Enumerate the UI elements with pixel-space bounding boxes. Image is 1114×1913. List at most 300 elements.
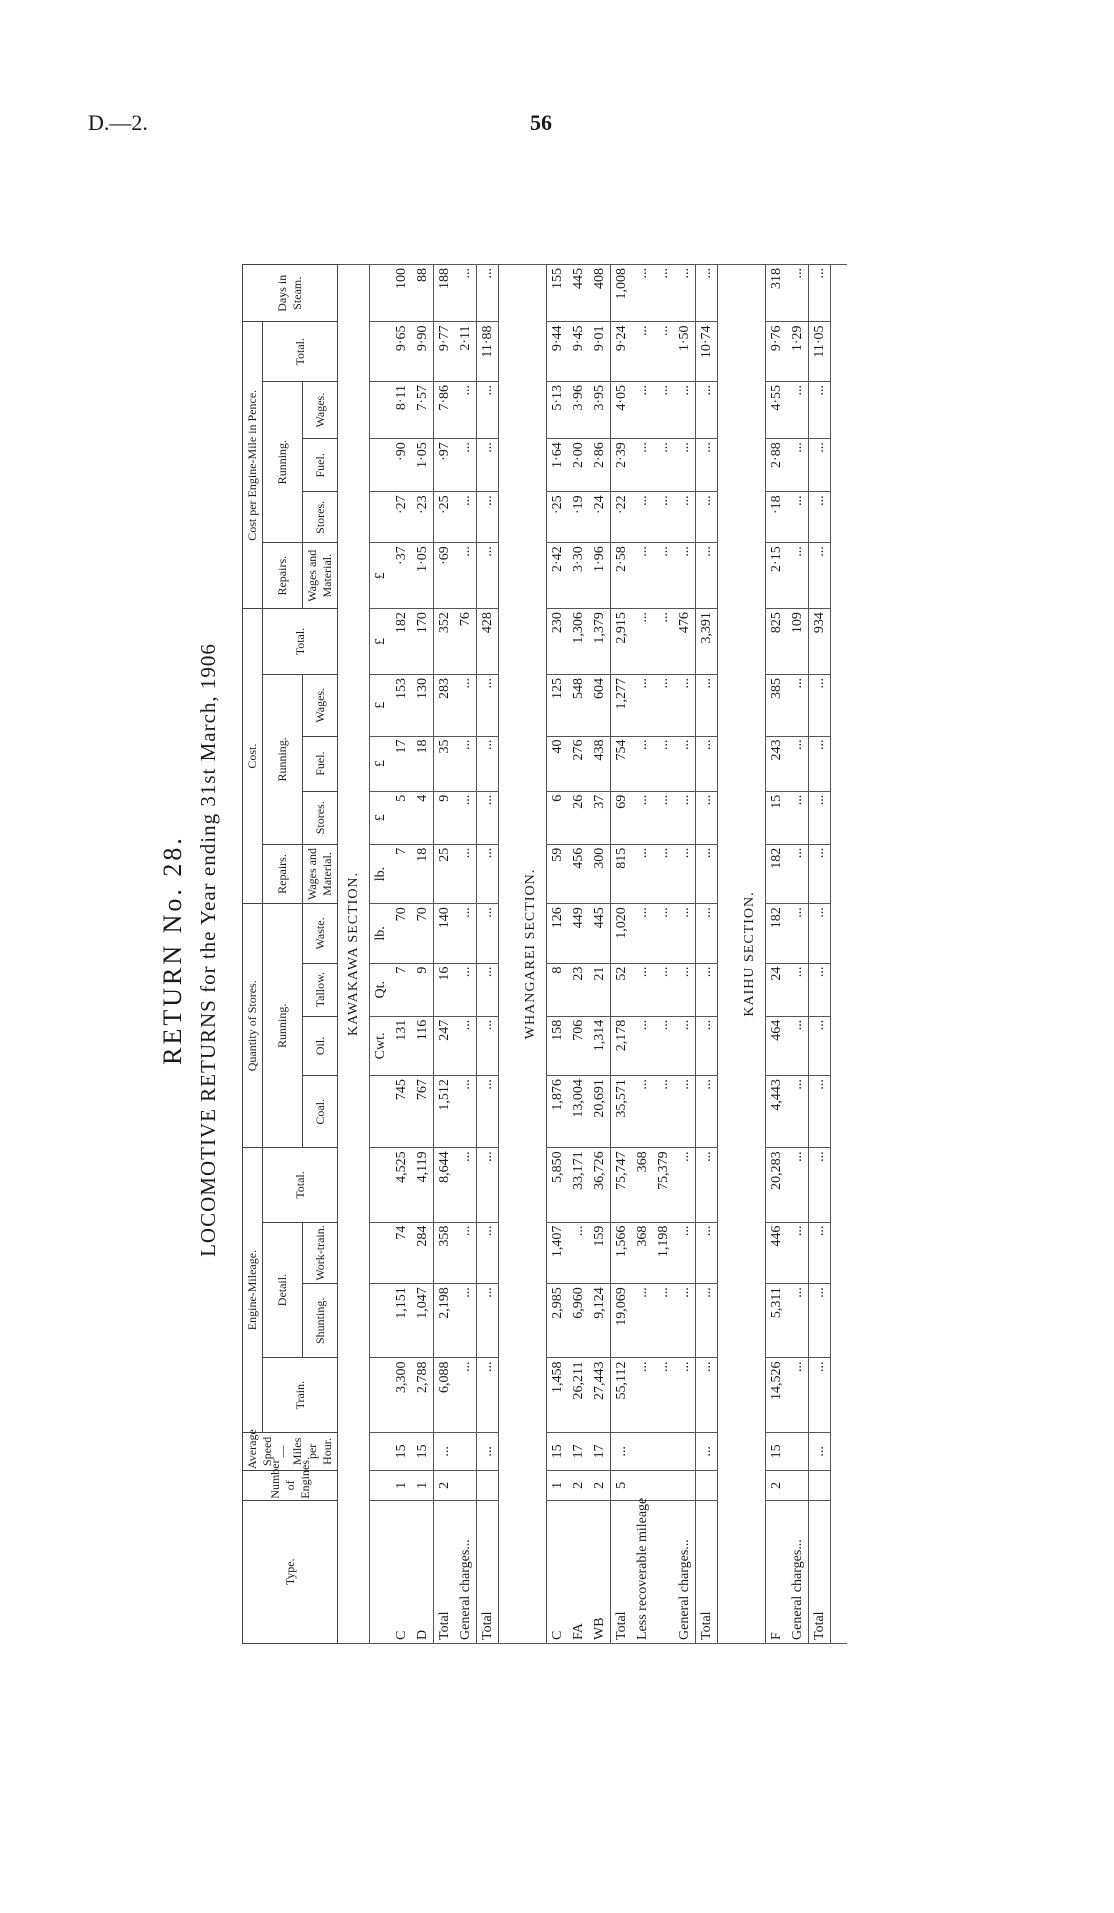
data-cell: 2·15 xyxy=(766,543,788,609)
data-cell: 100 xyxy=(391,265,412,322)
data-cell: 2·11 xyxy=(455,322,477,382)
data-cell: ... xyxy=(809,674,831,736)
data-cell: 1,314 xyxy=(589,1016,611,1075)
data-cell: 59 xyxy=(547,844,569,903)
data-cell: 6,960 xyxy=(568,1284,589,1358)
data-cell: ... xyxy=(696,1284,718,1358)
data-cell: ... xyxy=(632,674,653,736)
locomotive-returns-table xyxy=(242,264,847,1644)
data-cell: ... xyxy=(632,1358,653,1432)
section-title-row xyxy=(734,265,766,1644)
data-cell: 2·88 xyxy=(766,439,788,492)
data-cell: ... xyxy=(809,492,831,543)
data-cell: ... xyxy=(455,265,477,322)
row-label: Total xyxy=(611,1500,633,1643)
data-cell xyxy=(809,1470,831,1500)
data-cell xyxy=(632,1470,653,1500)
data-cell: ... xyxy=(632,963,653,1016)
data-cell: 230 xyxy=(547,609,569,675)
data-cell: ... xyxy=(653,543,674,609)
total-row xyxy=(611,265,633,1644)
data-cell: ... xyxy=(696,1016,718,1075)
data-cell: 2·86 xyxy=(589,439,611,492)
data-cell: 368 xyxy=(632,1148,653,1222)
data-cell: 2,178 xyxy=(611,1016,633,1075)
data-cell: 70 xyxy=(412,904,434,963)
data-cell: 2,985 xyxy=(547,1284,569,1358)
data-cell: 438 xyxy=(589,736,611,791)
tallow-header: Tallow. xyxy=(303,963,338,1016)
data-cell: 170 xyxy=(412,609,434,675)
cpm-fuel-header: Fuel. xyxy=(303,439,338,492)
data-cell: ... xyxy=(653,492,674,543)
oil-header: Oil. xyxy=(303,1016,338,1075)
section-title: KAIHU SECTION. xyxy=(734,265,766,1644)
data-cell: ... xyxy=(787,1076,809,1148)
row-label: Total xyxy=(809,1500,831,1643)
data-cell: ·22 xyxy=(611,492,633,543)
row-label xyxy=(653,1500,674,1643)
unit-cell xyxy=(370,265,392,322)
data-cell: 5 xyxy=(391,791,412,844)
cost-repairs-header: Repairs. xyxy=(263,844,303,903)
data-cell xyxy=(653,1432,674,1470)
data-cell: 155 xyxy=(547,265,569,322)
data-cell: ·25 xyxy=(547,492,569,543)
data-cell: 2·58 xyxy=(611,543,633,609)
data-cell: 18 xyxy=(412,736,434,791)
data-cell: ... xyxy=(787,791,809,844)
cost-wages-header: Wages. xyxy=(303,674,338,736)
data-cell: ... xyxy=(809,791,831,844)
data-cell: 1,306 xyxy=(568,609,589,675)
data-cell: ... xyxy=(674,381,696,438)
data-cell: 8 xyxy=(547,963,569,1016)
data-cell: 456 xyxy=(568,844,589,903)
data-cell: 16 xyxy=(434,963,456,1016)
unit-cell xyxy=(370,1500,392,1643)
data-cell: ... xyxy=(455,1016,477,1075)
data-cell: 2 xyxy=(589,1470,611,1500)
data-cell: ... xyxy=(696,1358,718,1432)
data-cell: ... xyxy=(696,1432,718,1470)
cpm-stores-header: Stores. xyxy=(303,492,338,543)
data-cell: 3·96 xyxy=(568,381,589,438)
data-cell xyxy=(674,1470,696,1500)
data-cell: ... xyxy=(455,1148,477,1222)
row-label: Total xyxy=(434,1500,456,1643)
data-cell: 446 xyxy=(766,1222,788,1284)
data-cell: ·97 xyxy=(434,439,456,492)
data-cell: 37 xyxy=(589,791,611,844)
data-cell: 445 xyxy=(568,265,589,322)
data-cell: 934 xyxy=(809,609,831,675)
data-cell: 284 xyxy=(412,1222,434,1284)
data-cell: 1·05 xyxy=(412,543,434,609)
gap-cell xyxy=(499,265,516,1644)
data-cell: ... xyxy=(455,791,477,844)
data-cell: ... xyxy=(477,265,499,322)
data-cell: ... xyxy=(696,381,718,438)
quantity-of-stores-header: Quantity of Stores. xyxy=(243,904,263,1148)
data-cell: 126 xyxy=(547,904,569,963)
data-cell xyxy=(674,1432,696,1470)
data-cell: ... xyxy=(477,844,499,903)
data-cell: 20,283 xyxy=(766,1148,788,1222)
data-cell: 318 xyxy=(766,265,788,322)
data-cell: ... xyxy=(809,736,831,791)
data-cell: 276 xyxy=(568,736,589,791)
data-cell: 35 xyxy=(434,736,456,791)
data-cell: ... xyxy=(632,1284,653,1358)
cost-per-mile-header: Cost per Engine-Mile in Pence. xyxy=(243,322,263,609)
data-cell: ... xyxy=(787,1148,809,1222)
data-cell: 88 xyxy=(412,265,434,322)
data-cell: ... xyxy=(477,1222,499,1284)
data-cell xyxy=(632,1432,653,1470)
data-cell: 4,443 xyxy=(766,1076,788,1148)
data-cell: ... xyxy=(477,543,499,609)
data-cell: ... xyxy=(809,963,831,1016)
data-cell: 1,512 xyxy=(434,1076,456,1148)
unit-cell xyxy=(370,381,392,438)
data-cell: ... xyxy=(674,844,696,903)
stores-running-header: Running. xyxy=(263,904,303,1148)
data-cell: 1,277 xyxy=(611,674,633,736)
data-cell: ... xyxy=(809,1432,831,1470)
data-cell: 745 xyxy=(391,1076,412,1148)
cost-total-header: Total. xyxy=(263,609,338,675)
data-cell: ... xyxy=(477,492,499,543)
data-cell: ... xyxy=(477,791,499,844)
data-cell: ... xyxy=(632,609,653,675)
section-gap xyxy=(718,265,735,1644)
data-cell xyxy=(455,1432,477,1470)
section-title: WHANGAREI SECTION. xyxy=(515,265,547,1644)
data-cell: ... xyxy=(809,1284,831,1358)
section-title-row xyxy=(515,265,547,1644)
data-cell: ·27 xyxy=(391,492,412,543)
data-cell: ... xyxy=(455,1222,477,1284)
total-row xyxy=(696,265,718,1644)
data-cell xyxy=(653,1470,674,1500)
total-row xyxy=(434,265,456,1644)
data-cell: 754 xyxy=(611,736,633,791)
row-label: General charges... xyxy=(787,1500,809,1643)
cpm-wages-header: Wages. xyxy=(303,381,338,438)
row-label: General charges... xyxy=(455,1500,477,1643)
data-cell: 283 xyxy=(434,674,456,736)
data-cell: ·18 xyxy=(766,492,788,543)
data-cell: 33,171 xyxy=(568,1148,589,1222)
table-row xyxy=(653,265,674,1644)
data-cell: ... xyxy=(455,1284,477,1358)
data-cell: 9·45 xyxy=(568,322,589,382)
section-title: KAWAKAWA SECTION. xyxy=(338,265,370,1644)
unit-cell xyxy=(370,492,392,543)
row-label: F xyxy=(766,1500,788,1643)
unit-cell xyxy=(370,1358,392,1432)
data-cell: 158 xyxy=(547,1016,569,1075)
data-cell: ... xyxy=(809,1148,831,1222)
units-row xyxy=(370,265,392,1644)
engine-mileage-header: Engine-Mileage. xyxy=(243,1148,263,1432)
section-title-row xyxy=(338,265,370,1644)
data-cell: 27,443 xyxy=(589,1358,611,1432)
data-cell: ... xyxy=(809,381,831,438)
data-cell: ... xyxy=(477,1358,499,1432)
data-cell: 3·95 xyxy=(589,381,611,438)
return-subtitle: LOCOMOTIVE RETURNS for the Year ending 31st March, 1906 xyxy=(196,643,220,1257)
data-cell: ... xyxy=(455,492,477,543)
cost-wages-material-header: Wages and Material. xyxy=(303,844,338,903)
data-cell: 7 xyxy=(391,844,412,903)
data-cell: ... xyxy=(809,543,831,609)
unit-cell: lb. xyxy=(370,904,392,963)
unit-cell xyxy=(370,322,392,382)
data-cell: ... xyxy=(632,322,653,382)
data-cell: ... xyxy=(477,904,499,963)
data-cell: 2·39 xyxy=(611,439,633,492)
table-row xyxy=(674,265,696,1644)
data-cell: ... xyxy=(696,439,718,492)
data-cell: 428 xyxy=(477,609,499,675)
page-code: D.—2. xyxy=(88,110,148,135)
data-cell: ... xyxy=(568,1222,589,1284)
data-cell: 6 xyxy=(547,791,569,844)
cpm-repairs-header: Repairs. xyxy=(263,543,303,609)
data-cell: 11·05 xyxy=(809,322,831,382)
data-cell: 4·55 xyxy=(766,381,788,438)
data-cell: ... xyxy=(455,674,477,736)
data-cell: 1 xyxy=(547,1470,569,1500)
table-row xyxy=(787,265,809,1644)
waste-header: Waste. xyxy=(303,904,338,963)
data-cell: 9·65 xyxy=(391,322,412,382)
data-cell: ·25 xyxy=(434,492,456,543)
data-cell: 2 xyxy=(766,1470,788,1500)
data-cell: ... xyxy=(632,844,653,903)
data-cell: ... xyxy=(632,381,653,438)
data-cell: ... xyxy=(787,381,809,438)
data-cell: ... xyxy=(455,381,477,438)
data-cell: 19,069 xyxy=(611,1284,633,1358)
data-cell xyxy=(696,1470,718,1500)
data-cell: 20,691 xyxy=(589,1076,611,1148)
data-cell: ... xyxy=(787,1284,809,1358)
cost-fuel-header: Fuel. xyxy=(303,736,338,791)
data-cell: ... xyxy=(653,904,674,963)
data-cell: ... xyxy=(653,265,674,322)
data-cell: ... xyxy=(787,492,809,543)
data-cell: ... xyxy=(653,322,674,382)
data-cell: ... xyxy=(809,844,831,903)
data-cell: ... xyxy=(632,736,653,791)
data-cell: ... xyxy=(674,1358,696,1432)
data-cell: 15 xyxy=(766,1432,788,1470)
data-cell: 7·57 xyxy=(412,381,434,438)
data-cell: 815 xyxy=(611,844,633,903)
data-cell: ... xyxy=(674,492,696,543)
data-cell: 15 xyxy=(412,1432,434,1470)
data-cell: 130 xyxy=(412,674,434,736)
data-cell: 35,571 xyxy=(611,1076,633,1148)
data-cell: ... xyxy=(809,1076,831,1148)
unit-cell: Cwt. xyxy=(370,1016,392,1075)
data-cell: ... xyxy=(787,736,809,791)
data-cell: ... xyxy=(455,844,477,903)
data-cell: 4,525 xyxy=(391,1148,412,1222)
work-train-header: Work-train. xyxy=(303,1222,338,1284)
avg-speed-header: Average Speed—Miles per Hour. xyxy=(243,1432,338,1470)
data-cell: 449 xyxy=(568,904,589,963)
data-cell: 1·96 xyxy=(589,543,611,609)
data-cell: 1,566 xyxy=(611,1222,633,1284)
data-cell: ... xyxy=(632,543,653,609)
data-cell: ... xyxy=(455,1076,477,1148)
data-cell: 8·11 xyxy=(391,381,412,438)
table-row xyxy=(632,265,653,1644)
data-cell: ·90 xyxy=(391,439,412,492)
data-cell: ... xyxy=(809,904,831,963)
data-cell: ... xyxy=(632,1016,653,1075)
data-cell: ... xyxy=(787,543,809,609)
data-cell: 140 xyxy=(434,904,456,963)
data-cell xyxy=(477,1470,499,1500)
data-cell: 9·90 xyxy=(412,322,434,382)
data-cell: 3,391 xyxy=(696,609,718,675)
data-cell: ... xyxy=(653,1358,674,1432)
table-body xyxy=(338,265,848,1644)
data-cell: ... xyxy=(653,844,674,903)
data-cell: ... xyxy=(809,439,831,492)
data-cell: ... xyxy=(477,1432,499,1470)
data-cell: 109 xyxy=(787,609,809,675)
detail-header: Detail. xyxy=(263,1222,303,1358)
data-cell: ... xyxy=(696,963,718,1016)
data-cell: 6,088 xyxy=(434,1358,456,1432)
data-cell: ... xyxy=(632,492,653,543)
unit-cell: £ xyxy=(370,736,392,791)
data-cell: ... xyxy=(455,963,477,1016)
data-cell: 9,124 xyxy=(589,1284,611,1358)
data-cell: ... xyxy=(787,265,809,322)
data-cell: ... xyxy=(787,1358,809,1432)
data-cell: 24 xyxy=(766,963,788,1016)
data-cell: 4 xyxy=(412,791,434,844)
data-cell: 75,379 xyxy=(653,1148,674,1222)
data-cell: ... xyxy=(809,265,831,322)
row-label: General charges... xyxy=(674,1500,696,1643)
data-cell: 5·13 xyxy=(547,381,569,438)
data-cell: 2·00 xyxy=(568,439,589,492)
train-header: Train. xyxy=(263,1358,338,1432)
data-cell: ... xyxy=(696,736,718,791)
data-cell: 548 xyxy=(568,674,589,736)
data-cell: 1 xyxy=(391,1470,412,1500)
data-cell: ... xyxy=(477,736,499,791)
mileage-total-header: Total. xyxy=(263,1148,338,1222)
table-row xyxy=(455,265,477,1644)
cpm-wages-material-header: Wages and Material. xyxy=(303,543,338,609)
data-cell: 11·88 xyxy=(477,322,499,382)
data-cell: ... xyxy=(653,1076,674,1148)
data-cell: 1,151 xyxy=(391,1284,412,1358)
data-cell: ... xyxy=(455,543,477,609)
data-cell: ... xyxy=(674,736,696,791)
data-cell: 26,211 xyxy=(568,1358,589,1432)
gap-cell xyxy=(718,265,735,1644)
unit-cell xyxy=(370,1432,392,1470)
data-cell xyxy=(455,1470,477,1500)
data-cell: 75,747 xyxy=(611,1148,633,1222)
data-cell: ... xyxy=(455,1358,477,1432)
gap-cell xyxy=(831,265,848,1644)
data-cell: 5,311 xyxy=(766,1284,788,1358)
rotated-table-page xyxy=(150,250,910,1650)
data-cell: ... xyxy=(477,1148,499,1222)
data-cell: ... xyxy=(653,791,674,844)
data-cell: 358 xyxy=(434,1222,456,1284)
data-cell: 1 xyxy=(412,1470,434,1500)
data-cell: ... xyxy=(696,791,718,844)
data-cell: ... xyxy=(696,674,718,736)
row-label: D xyxy=(412,1500,434,1643)
data-cell: ... xyxy=(674,1148,696,1222)
table-row xyxy=(589,265,611,1644)
data-cell: ... xyxy=(653,674,674,736)
data-cell: 2,915 xyxy=(611,609,633,675)
data-cell: 26 xyxy=(568,791,589,844)
num-engines-header: Number of Engines. xyxy=(243,1470,338,1500)
data-cell: ... xyxy=(653,609,674,675)
data-cell: ... xyxy=(809,1016,831,1075)
data-cell: ... xyxy=(674,1222,696,1284)
data-cell: 9·01 xyxy=(589,322,611,382)
data-cell: 464 xyxy=(766,1016,788,1075)
data-cell: 1,379 xyxy=(589,609,611,675)
data-cell: 182 xyxy=(391,609,412,675)
data-cell: 7·86 xyxy=(434,381,456,438)
data-cell: ... xyxy=(477,674,499,736)
row-label: C xyxy=(547,1500,569,1643)
table-row xyxy=(547,265,569,1644)
unit-cell xyxy=(370,1076,392,1148)
row-label: C xyxy=(391,1500,412,1643)
page-number: 56 xyxy=(530,110,552,135)
data-cell: ... xyxy=(653,1016,674,1075)
data-cell: ... xyxy=(787,904,809,963)
shunting-header: Shunting. xyxy=(303,1284,338,1358)
data-cell: ... xyxy=(696,904,718,963)
data-cell: 182 xyxy=(766,904,788,963)
data-cell: 445 xyxy=(589,904,611,963)
data-cell: ... xyxy=(477,439,499,492)
data-cell: 1,876 xyxy=(547,1076,569,1148)
unit-cell xyxy=(370,1222,392,1284)
data-cell: 17 xyxy=(568,1432,589,1470)
data-cell: ... xyxy=(696,543,718,609)
data-cell: 8,644 xyxy=(434,1148,456,1222)
unit-cell: Qt. xyxy=(370,963,392,1016)
data-cell: 3·30 xyxy=(568,543,589,609)
data-cell: ... xyxy=(696,492,718,543)
data-cell: ... xyxy=(787,439,809,492)
data-cell: ... xyxy=(674,1016,696,1075)
table-row xyxy=(766,265,788,1644)
unit-cell xyxy=(370,1148,392,1222)
data-cell: 1,008 xyxy=(611,265,633,322)
